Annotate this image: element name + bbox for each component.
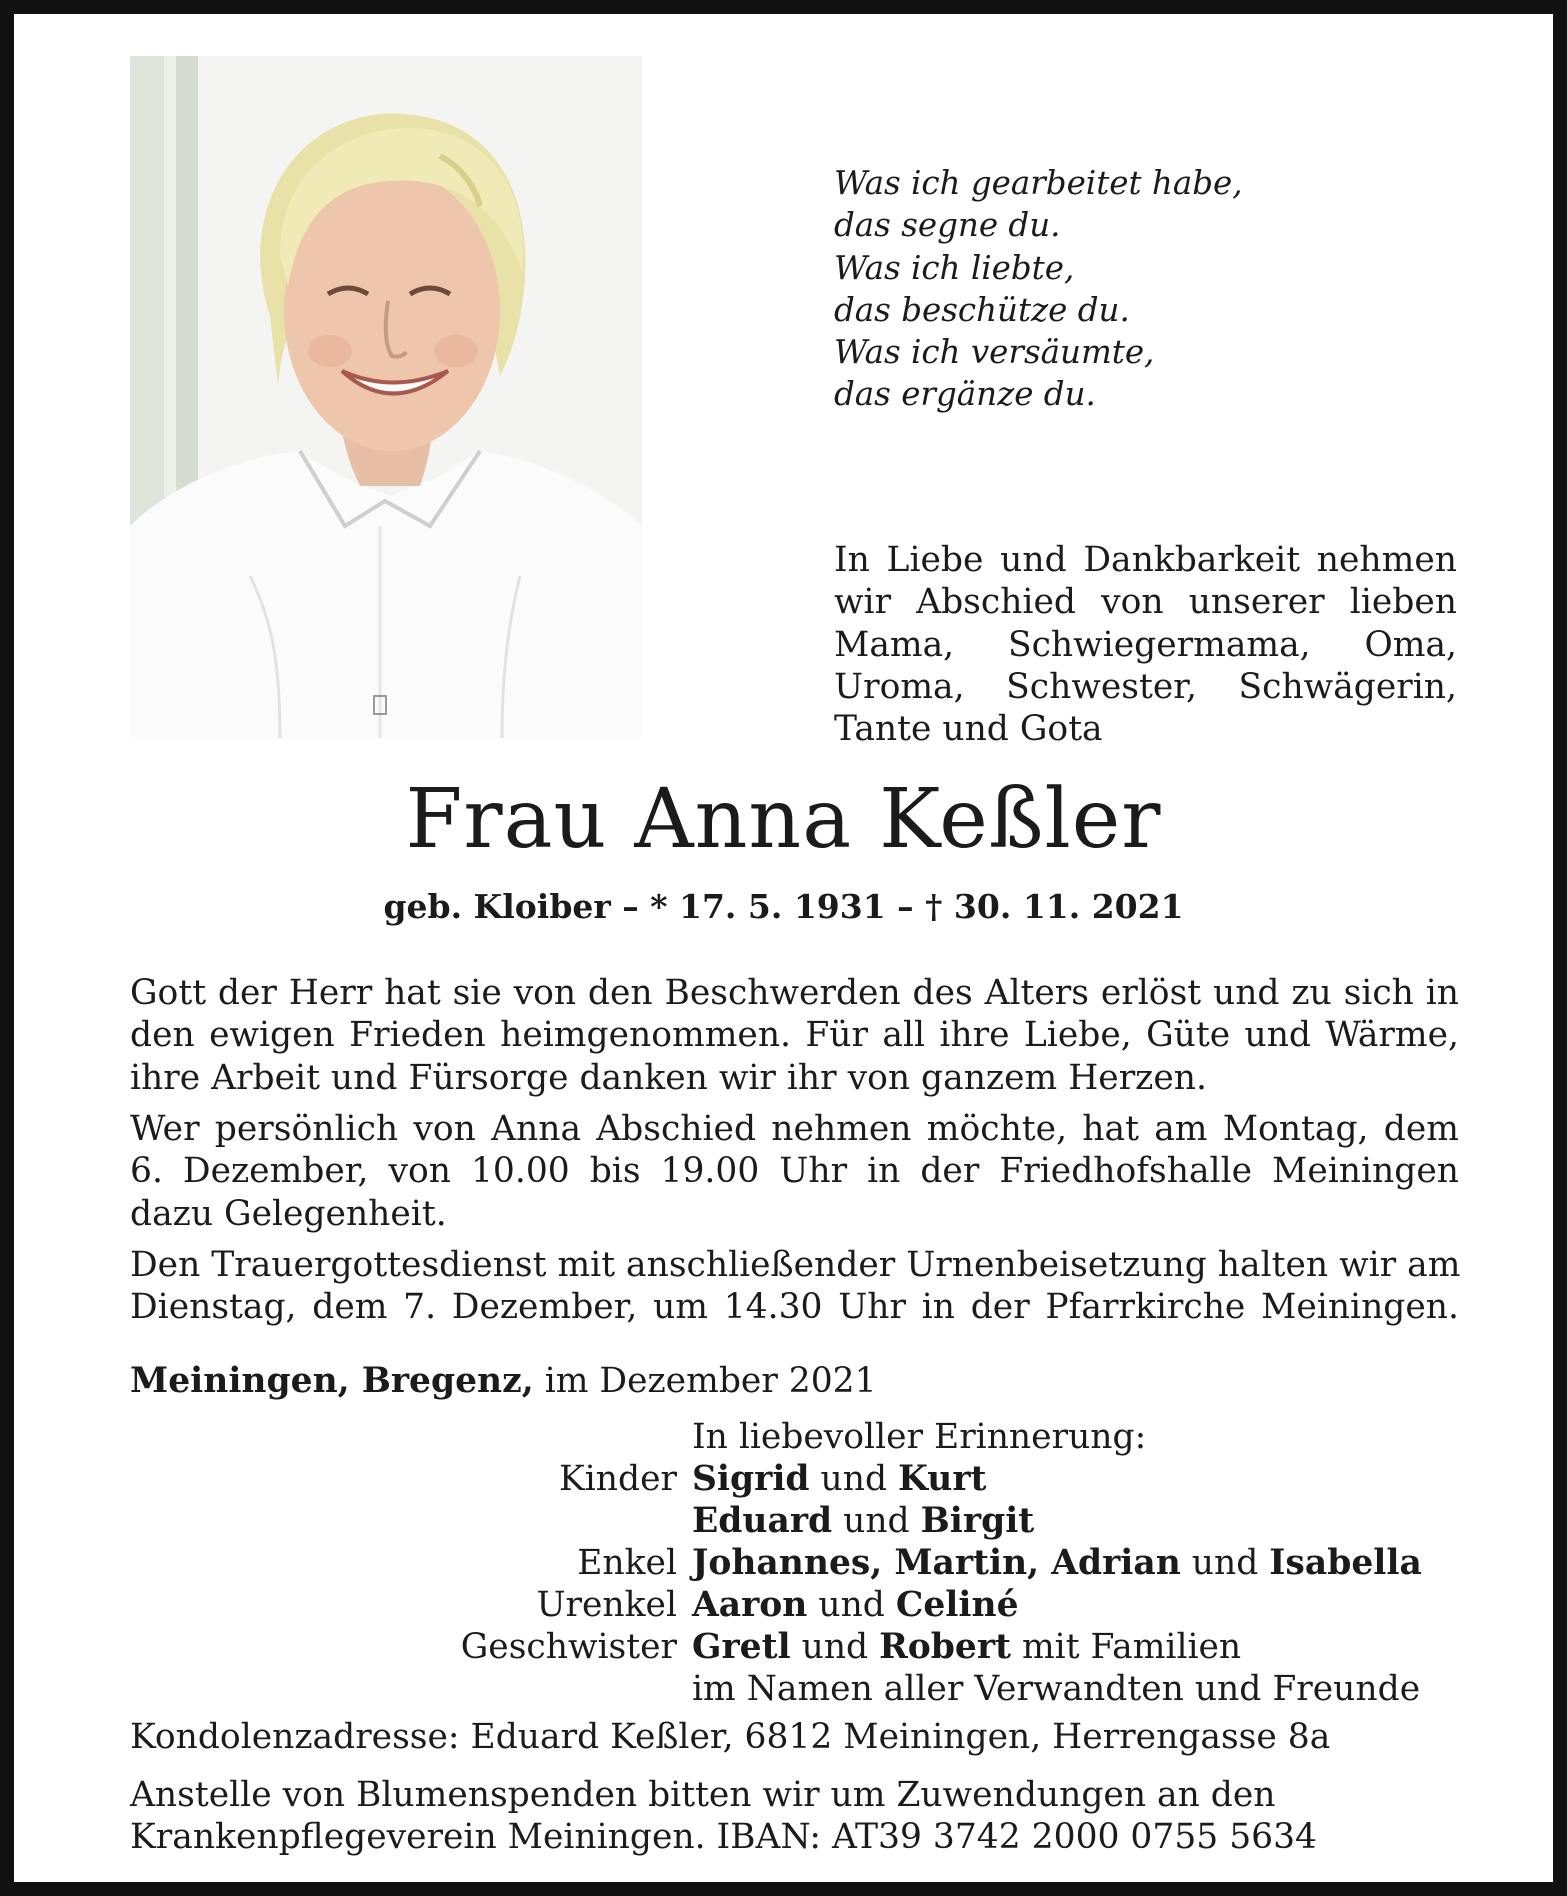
paragraph-line: 6. Dezember, von 10.00 bis 19.00 Uhr in der Friedhofshalle Meiningen (130, 1151, 1459, 1192)
paragraph-viewing (130, 1108, 1459, 1235)
family-member: Sigrid (692, 1459, 810, 1499)
family-member: Aaron (692, 1585, 808, 1625)
intro-line: Tante und Gota (834, 709, 1103, 750)
paragraph-line: Wer persönlich von Anna Abschied nehmen möchte, hat am Montag, dem (130, 1109, 1459, 1149)
paragraph-line: dazu Gelegenheit. (130, 1193, 447, 1234)
donation-note (130, 1774, 1459, 1859)
family-row-urenkel (14, 1584, 1553, 1626)
family-label: Urenkel (536, 1585, 677, 1625)
paragraph-service (130, 1244, 1459, 1329)
family-row-geschwister (14, 1626, 1553, 1668)
place: Meiningen, Bregenz, (130, 1361, 534, 1401)
paragraph-line: ihre Arbeit und Fürsorge danken wir ihr von ganzem Herzen. (130, 1057, 1207, 1098)
family-row-closing (14, 1668, 1553, 1710)
intro-paragraph (834, 539, 1457, 750)
intro-line: Uroma, Schwester, Schwägerin, (834, 666, 1457, 707)
family-member: Isabella (1269, 1543, 1422, 1583)
family-names (692, 1626, 1241, 1668)
family-row-kinder (14, 1458, 1553, 1500)
suffix: mit Familien (1010, 1627, 1242, 1667)
intro-line: In Liebe und Dankbarkeit nehmen (834, 540, 1457, 580)
family-heading-row (14, 1416, 1553, 1458)
family-member: Birgit (920, 1501, 1035, 1541)
family-member: Kurt (898, 1459, 987, 1499)
family-closing: im Namen aller Verwandten und Freunde (692, 1669, 1421, 1709)
family-row-kinder-2 (14, 1500, 1553, 1542)
verse-line: das beschütze du. (834, 290, 1130, 329)
family-member: Eduard (692, 1501, 833, 1541)
family-member: Gretl (692, 1627, 791, 1667)
verse-poem (834, 162, 1243, 416)
paragraph-release (130, 972, 1459, 1099)
family-label: Kinder (558, 1459, 677, 1499)
paragraph-line: Dienstag, dem 7. Dezember, um 14.30 Uhr in der Pfarrkirche Meiningen. (130, 1287, 1459, 1328)
condolence-address: Kondolenzadresse: Eduard Keßler, 6812 Meiningen, Herrengasse 8a (130, 1717, 1331, 1757)
paragraph-line: Gott der Herr hat sie von den Beschwerden des Alters erlöst und zu sich in (130, 973, 1459, 1013)
donation-line: Anstelle von Blumenspenden bitten wir um Zuwendungen an den (130, 1775, 1276, 1815)
connector: und (832, 1501, 921, 1541)
portrait-image (130, 56, 642, 738)
birth-death-dates: geb. Kloiber – * 17. 5. 1931 – † 30. 11. 2021 (383, 887, 1184, 926)
family-label: Enkel (577, 1543, 677, 1583)
connector: und (807, 1585, 896, 1625)
family-member: Celiné (895, 1585, 1019, 1625)
place-date (130, 1360, 877, 1402)
connector: und (790, 1627, 880, 1667)
verse-line: Was ich versäumte, (834, 333, 1155, 372)
family-row-enkel (14, 1542, 1553, 1584)
verse-line: das ergänze du. (834, 375, 1096, 414)
verse-line: Was ich liebte, (834, 248, 1075, 287)
family-names (692, 1584, 1019, 1626)
family-heading: In liebevoller Erinnerung: (692, 1417, 1147, 1457)
family-names (692, 1458, 986, 1500)
verse-line: Was ich gearbeitet habe, (834, 164, 1243, 202)
obituary-page (14, 14, 1553, 1882)
verse-line: das segne du. (834, 206, 1061, 245)
family-names (692, 1542, 1422, 1584)
intro-line: Mama, Schwiegermama, Oma, (834, 624, 1457, 665)
portrait-photo (130, 56, 642, 738)
connector: und (809, 1459, 899, 1499)
family-member: Johannes, Martin, Adrian (692, 1543, 1181, 1583)
donation-line: Krankenpflegeverein Meiningen. IBAN: AT39 3742 2000 0755 5634 (130, 1817, 1317, 1858)
date-text: im Dezember 2021 (533, 1361, 877, 1401)
deceased-name: Frau Anna Keßler (405, 772, 1162, 867)
paragraph-line: den ewigen Frieden heimgenommen. Für all ihre Liebe, Güte und Wärme, (130, 1015, 1459, 1056)
paragraph-line: Den Trauergottesdienst mit anschließender Urnenbeisetzung halten wir am (130, 1245, 1461, 1285)
intro-line: wir Abschied von unserer lieben (834, 582, 1457, 623)
connector: und (1180, 1543, 1270, 1583)
family-label: Geschwister (460, 1627, 677, 1667)
family-member: Robert (879, 1627, 1011, 1667)
family-names (692, 1500, 1034, 1542)
